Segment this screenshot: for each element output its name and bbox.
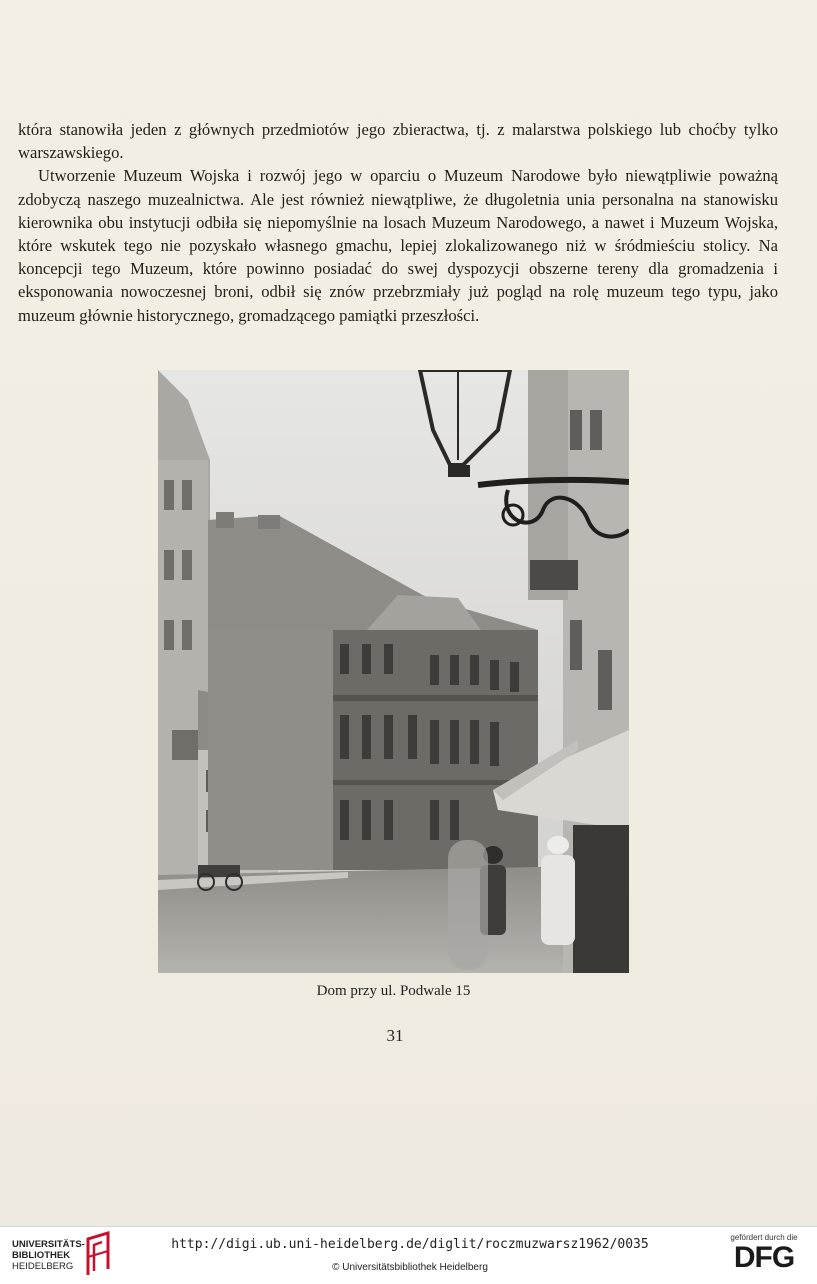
body-text (18, 118, 778, 327)
library-line-3: HEIDELBERG (12, 1261, 74, 1272)
dfg-funding (716, 1233, 812, 1274)
funder-note: gefördert durch die (730, 1233, 798, 1242)
library-name (12, 1239, 92, 1272)
library-line-1: UNIVERSITÄTS- (12, 1239, 85, 1250)
page-number: 31 (386, 1026, 404, 1045)
copyright-notice: © Universitätsbibliothek Heidelberg (332, 1262, 488, 1273)
digitization-footer (0, 1226, 817, 1284)
dfg-logo: DFG (733, 1241, 795, 1274)
document-url-link[interactable]: http://digi.ub.uni-heidelberg.de/diglit/roczmuzwarsz1962/0035 (171, 1237, 649, 1252)
paragraph-1: która stanowiła jeden z głównych przedmiotów jego zbieractwa, tj. z malarstwa polskiego lub choćby tylko warszawskiego. (18, 120, 778, 163)
figure-caption: Dom przy ul. Podwale 15 (316, 983, 471, 999)
library-line-2: BIBLIOTHEK (12, 1250, 71, 1261)
library-logo-icon (82, 1231, 116, 1279)
street-photograph (158, 370, 629, 973)
paragraph-2: Utworzenie Muzeum Wojska i rozwój jego w oparciu o Muzeum Narodowe było niewątpliwie poważną zdobyczą naszego muzealnictwa. Ale jest również niewątpliwe, że długoletnia unia personalna na stanowisku kierownika obu instytucji odbiła się niepomyślnie na losach Muzeum Narodowego, a nawet i Muzeum Wojska, które wskutek tego nie pozyskało własnego gmachu, lepiej zlokalizowanego niż w śródmieściu stolicy. Na koncepcji tego Muzeum, które powinno posiadać do swej dyspozycji obszerne tereny dla gromadzenia i eksponowania nowoczesnej broni, odbił się znów przebrzmiały już pogląd na rolę muzeum tego typu, jako muzeum głównie historycznego, gromadzącego pamiątki przeszłości. (18, 166, 778, 325)
